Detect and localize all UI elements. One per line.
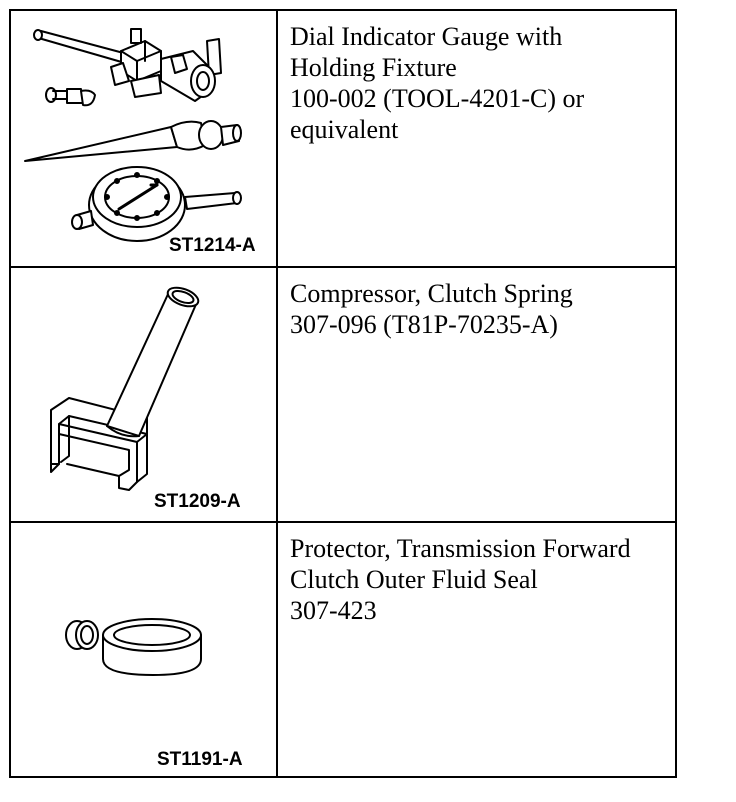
figure-code: ST1191-A: [157, 749, 243, 770]
fluid-seal-protector-illustration: [11, 523, 276, 774]
figure-code: ST1209-A: [154, 491, 241, 512]
tool-description-cell: [280, 523, 675, 776]
table-row: [11, 523, 675, 776]
tool-description-line: Clutch Outer Fluid Seal: [290, 565, 538, 594]
tool-image-cell: [11, 523, 278, 776]
tool-description-line: Protector, Transmission Forward: [290, 534, 631, 563]
tool-image-cell: [11, 11, 278, 266]
tool-description-line: Dial Indicator Gauge with: [290, 22, 563, 51]
special-tools-table: [9, 9, 677, 778]
tool-description-line: Holding Fixture: [290, 53, 457, 82]
tool-number-line: 100-002 (TOOL-4201-C) or: [290, 84, 585, 113]
tool-description-line: equivalent: [290, 115, 399, 144]
table-row: [11, 268, 675, 523]
tool-number-line: 307-096 (T81P-70235-A): [290, 310, 558, 339]
clutch-spring-compressor-illustration: [11, 268, 276, 521]
tool-image-cell: [11, 268, 278, 521]
figure-code: ST1214-A: [169, 235, 256, 256]
table-row: [11, 11, 675, 268]
tool-description-cell: [280, 268, 675, 521]
tool-description-line: Compressor, Clutch Spring: [290, 279, 573, 308]
tool-description-cell: [280, 11, 675, 266]
tool-number-line: 307-423: [290, 596, 377, 625]
dial-indicator-gauge-illustration: [11, 11, 276, 266]
